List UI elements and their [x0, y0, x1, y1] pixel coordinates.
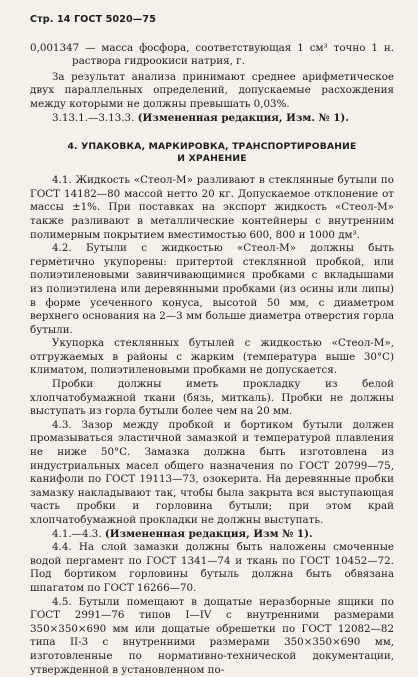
paragraph-4-2: 4.2. Бутыли с жидкостью «Стеол-М» должны быть герметично укупорены: притертой стеклянной пробкой, или полиэтиленовыми завинчивающимися пробками с вкладышами из полиэтилена или деревянными пробками (из осины или липы) в форме усеченного конуса, высотой 50 мм, с диаметром верхнего основания на 2—3 мм больше диаметра отверстия горла бутыли.: [30, 242, 394, 336]
section-title: [30, 141, 394, 165]
amendment-note: (Измененная редакция, Изм. № 1).: [137, 111, 349, 124]
paragraph-4-4: 4.4. На слой замазки должны быть наложены смоченные водой пергамент по ГОСТ 1341—74 и ткань по ГОСТ 10452—72. Под бортиком горловины бутыль должна быть обвязана шпагатом по ГОСТ 16266—70.: [30, 541, 394, 594]
paragraph-result-analysis: За результат анализа принимают среднее арифметическое двух параллельных определений, допускаемые расхождения между которыми не должны превышать 0,03%.: [30, 70, 394, 110]
section-title-line: 4. УПАКОВКА, МАРКИРОВКА, ТРАНСПОРТИРОВАНИЕ: [67, 141, 357, 153]
paragraph-amendment-4-1-4-3: [30, 528, 394, 542]
paragraph-4-1: 4.1. Жидкость «Стеол-М» разливают в стеклянные бутыли по ГОСТ 14182—80 массой нетто 20 кг. Допускаемое отклонение от массы ±1%. При поставках на экспорт жидкость «Стеол-М» также разливают в металлические контейнеры с внутренним полимерным покрытием вместимостью 600, 800 и 1000 дм³.: [30, 174, 394, 241]
section-title-line: И ХРАНЕНИЕ: [177, 153, 247, 165]
paragraph-stopper-gasket: Пробки должны иметь прокладку из белой хлопчатобумажной ткани (бязь, миткаль). Пробки не должны выступать из горла бутыли более чем на 20 мм.: [30, 378, 394, 418]
paragraph-stopper-hot-climate: Укупорка стеклянных бутылей с жидкостью «Стеол-М», отгружаемых в районы с жарким (температура выше 30°С) климатом, полиэтиленовыми пробками не допускается.: [30, 337, 394, 377]
paragraph-4-5: 4.5. Бутыли помещают в дощатые неразборные ящики по ГОСТ 2991—76 типов I—IV с внутренними размерами 350×350×690 мм или дощатые обрешетки по ГОСТ 12082—82 типа II-3 с внутренними размерами 350×350×690 мм, изготовленные по нормативно-технической документации, утвержденной в установленном по-: [30, 595, 394, 676]
amendment-note: (Измененная редакция, Изм № 1).: [104, 527, 313, 540]
running-head: Стр. 14 ГОСТ 5020—75: [30, 14, 156, 25]
paragraph-formula-explanation: 0,001347 — масса фосфора, соответствующая 1 см³ точно 1 н. раствора гидроокиси натрия, г.: [30, 41, 394, 68]
clause-number: 3.13.1.—3.13.3.: [52, 111, 135, 124]
clause-number: 4.1.—4.3.: [52, 527, 102, 540]
paragraph-4-3: 4.3. Зазор между пробкой и бортиком бутыли должен промазываться эластичной замазкой и температурой плавления не ниже 50°С. Замазка должна быть изготовлена из индустриальных масел общего назначения по ГОСТ 20799—75, канифоли по ГОСТ 19113—73, озокерита. На деревянные пробки замазку накладывают так, чтобы была закрыта вся выступающая часть пробки и горловина бутыли; при этом край хлопчатобумажной прокладки не должны выступать.: [30, 418, 394, 526]
paragraph-amendment-3-13: [30, 112, 394, 126]
